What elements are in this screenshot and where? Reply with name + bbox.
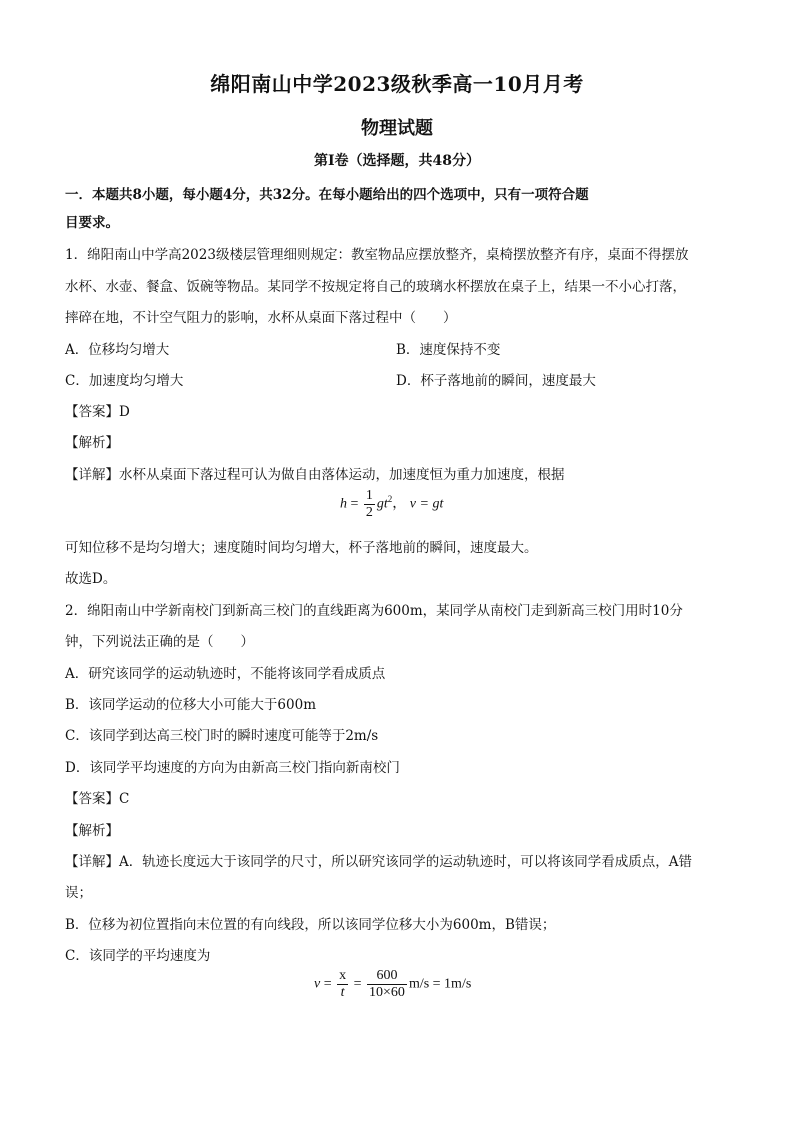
q2-formula-den1: t (340, 985, 345, 1000)
q1-formula (340, 488, 443, 521)
q2-formula-eq1: = (323, 976, 332, 992)
q1-option-c: C．加速度均匀增大 (65, 373, 184, 389)
q1-formula-fraction (364, 488, 375, 521)
q1-stem-line1: 1．绵阳南山中学高2023级楼层管理细则规定：教室物品应摆放整齐，桌椅摆放整齐有序，桌面不得摆放 (65, 247, 689, 263)
q2-formula-den2: 10×60 (369, 985, 405, 1000)
q1-analysis-label: 【解析】 (65, 435, 119, 451)
q1-formula-rhs: v = gt (409, 496, 444, 512)
q1-formula-num: 1 (365, 488, 373, 503)
q2-formula-eq2: = (353, 976, 362, 992)
q1-answer: 【答案】D (65, 404, 130, 420)
q2-option-a: A．研究该同学的运动轨迹时，不能将该同学看成质点 (65, 666, 386, 682)
q1-detail-line3: 故选D。 (65, 571, 117, 587)
q1-detail-line2: 可知位移不是均匀增大；速度随时间均匀增大，杯子落地前的瞬间，速度最大。 (65, 540, 538, 556)
q2-answer: 【答案】C (65, 791, 130, 807)
q2-stem-line1: 2．绵阳南山中学新南校门到新高三校门的直线距离为600m，某同学从南校门走到新高三校门用时10分 (65, 603, 683, 619)
volume-heading: 第Ⅰ卷（选择题，共48分） (313, 153, 481, 169)
section-instructions-line2: 目要求。 (65, 215, 119, 231)
q2-formula-num1: x (339, 968, 347, 983)
q1-formula-sep: ， (392, 496, 407, 512)
q2-formula-num2: 600 (367, 968, 407, 985)
q1-formula-den: 2 (365, 505, 373, 520)
q2-detail-line2: 误； (65, 885, 92, 901)
q1-detail-line1: 【详解】水杯从桌面下落过程可认为做自由落体运动，加速度恒为重力加速度，根据 (65, 467, 565, 483)
q1-formula-lhs: h (340, 496, 347, 512)
q2-detail-line1: 【详解】A．轨迹长度远大于该同学的尺寸，所以研究该同学的运动轨迹时，可以将该同学看成质点，A错 (65, 854, 692, 870)
q1-option-a: A．位移均匀增大 (65, 342, 170, 358)
q2-detail-line4: C．该同学的平均速度为 (65, 948, 211, 964)
q2-stem-line2: 钟，下列说法正确的是（ ） (65, 634, 254, 650)
q2-detail-line3: B．位移为初位置指向末位置的有向线段，所以该同学位移大小为600m，B错误； (65, 917, 556, 933)
q2-formula (314, 968, 471, 1001)
q2-formula-fraction2 (367, 968, 407, 1001)
exam-subject: 物理试题 (361, 118, 433, 139)
q1-formula-eq: = (350, 496, 359, 512)
section-instructions-line1: 一．本题共8小题，每小题4分，共32分。在每小题给出的四个选项中，只有一项符合题 (65, 187, 589, 203)
q2-analysis-label: 【解析】 (65, 823, 119, 839)
q1-stem-line2: 水杯、水壶、餐盒、饭碗等物品。某同学不按规定将自己的玻璃水杯摆放在桌子上，结果一不小心打落， (65, 279, 686, 295)
q1-formula-term: gt (376, 496, 388, 512)
q1-option-d: D．杯子落地前的瞬间，速度最大 (396, 373, 596, 389)
q1-formula-exp: 2 (387, 494, 393, 505)
q1-option-b: B．速度保持不变 (396, 342, 501, 358)
exam-title: 绵阳南山中学2023级秋季高一10月月考 (210, 72, 584, 96)
q2-option-d: D．该同学平均速度的方向为由新高三校门指向新南校门 (65, 760, 400, 776)
q2-formula-rhs: m/s = 1m/s (408, 976, 472, 992)
q2-formula-fraction1 (337, 968, 348, 1001)
q2-formula-lhs: v (314, 976, 321, 992)
q1-stem-line3: 摔碎在地，不计空气阻力的影响，水杯从桌面下落过程中（ ） (65, 310, 457, 326)
q2-option-b: B．该同学运动的位移大小可能大于600m (65, 697, 316, 713)
q2-option-c: C．该同学到达高三校门时的瞬时速度可能等于2m/s (65, 728, 379, 744)
